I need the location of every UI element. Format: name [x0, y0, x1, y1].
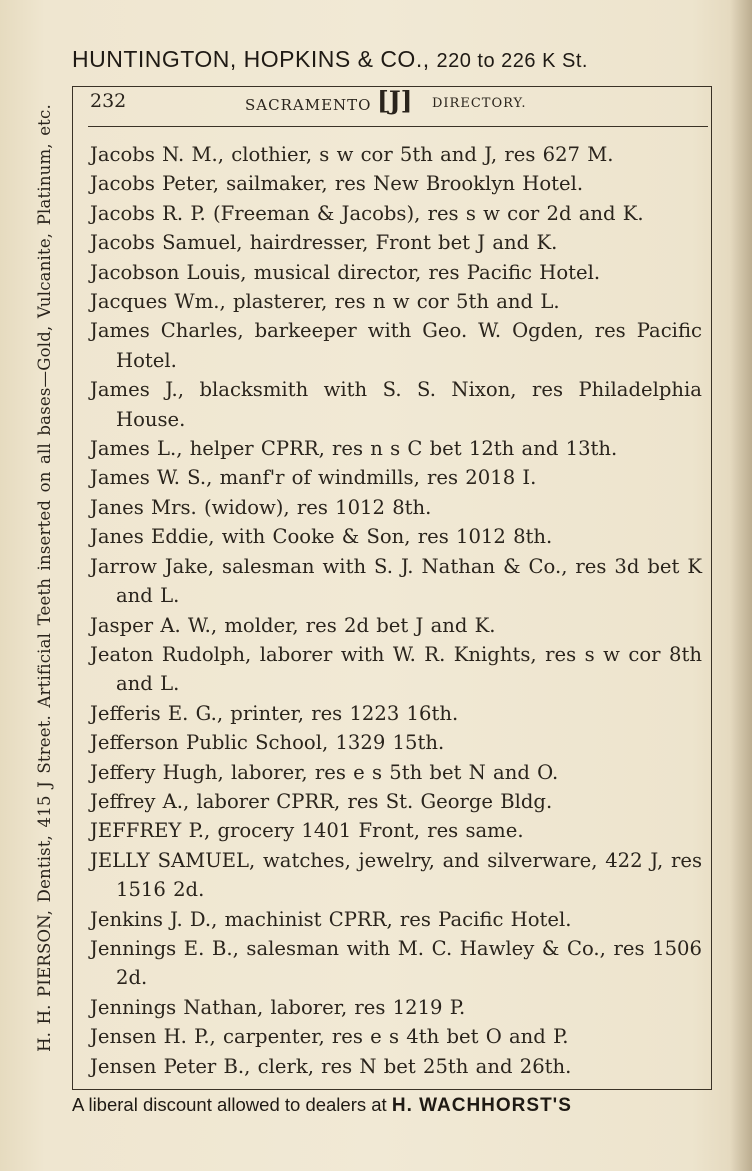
- list-item: Jefferson Public School, 1329 15th.: [90, 731, 445, 755]
- top-advertisement: [72, 46, 722, 78]
- list-item: James L., helper CPRR, res n s C bet 12th and 13th.: [90, 437, 618, 461]
- list-item: Jensen Peter B., clerk, res N bet 25th and 26th.: [90, 1054, 572, 1078]
- running-header: [88, 88, 708, 126]
- list-item: James J., blacksmith with S. S. Nixon, res Philadelphia House.: [90, 378, 702, 431]
- list-item: Janes Eddie, with Cooke & Son, res 1012 8th.: [90, 525, 553, 549]
- list-item: Jenkins J. D., machinist CPRR, res Pacific Hotel.: [90, 907, 572, 931]
- list-item: Jacques Wm., plasterer, res n w cor 5th and L.: [90, 290, 560, 314]
- top-ad-address: 220 to 226 K St.: [436, 50, 588, 72]
- bottom-ad-name: H. WACHHORST'S: [391, 1095, 572, 1116]
- list-item: James Charles, barkeeper with Geo. W. Ogden, res Pacific Hotel.: [90, 319, 702, 372]
- list-item: Jacobs N. M., clothier, s w cor 5th and J, res 627 M.: [90, 143, 614, 166]
- directory-entries: [90, 140, 702, 1085]
- list-item: Jeaton Rudolph, laborer with W. R. Knights, res s w cor 8th and L.: [90, 642, 702, 696]
- page-number: 232: [90, 90, 127, 112]
- list-item: Jacobs R. P. (Freeman & Jacobs), res s w cor 2d and K.: [90, 201, 644, 225]
- page-edge-shadow: [730, 0, 752, 1171]
- header-city: SACRAMENTO: [245, 96, 372, 114]
- side-advertisement: [24, 90, 66, 1065]
- bottom-ad-text: A liberal discount allowed to dealers at: [72, 1094, 387, 1115]
- list-item: Jennings Nathan, laborer, res 1219 P.: [90, 995, 466, 1019]
- list-item: JEFFREY P., grocery 1401 Front, res same.: [90, 819, 524, 843]
- bottom-advertisement: [72, 1094, 732, 1124]
- list-item: Jeffery Hugh, laborer, res e s 5th bet N and O.: [90, 760, 559, 784]
- list-item: JELLY SAMUEL, watches, jewelry, and silverware, 422 J, res 1516 2d.: [90, 848, 702, 902]
- list-item: James W. S., manf'r of windmills, res 2018 I.: [90, 466, 537, 490]
- list-item: Jacobs Peter, sailmaker, res New Brooklyn Hotel.: [90, 172, 584, 196]
- list-item: Jeffrey A., laborer CPRR, res St. George Bldg.: [90, 789, 553, 813]
- list-item: Janes Mrs. (widow), res 1012 8th.: [90, 495, 432, 519]
- header-rule: [88, 126, 708, 127]
- list-item: Jefferis E. G., printer, res 1223 16th.: [90, 701, 459, 725]
- list-item: Jennings E. B., salesman with M. C. Hawley & Co., res 1506 2d.: [90, 936, 702, 990]
- side-ad-text: H. H. PIERSON, Dentist, 415 J Street. Artificial Teeth inserted on all bases—Gold, Vulcanite, Platinum, etc.: [35, 103, 54, 1052]
- list-item: Jarrow Jake, salesman with S. J. Nathan & Co., res 3d bet K and L.: [90, 554, 702, 608]
- list-item: Jensen H. P., carpenter, res e s 4th bet O and P.: [90, 1025, 569, 1049]
- list-item: Jacobson Louis, musical director, res Pacific Hotel.: [90, 260, 601, 284]
- header-letter: [J]: [377, 86, 413, 115]
- top-ad-name: HUNTINGTON, HOPKINS & CO.,: [72, 46, 430, 72]
- list-item: Jasper A. W., molder, res 2d bet J and K.: [90, 613, 496, 637]
- list-item: Jacobs Samuel, hairdresser, Front bet J and K.: [90, 231, 558, 255]
- header-title: DIRECTORY.: [432, 96, 527, 111]
